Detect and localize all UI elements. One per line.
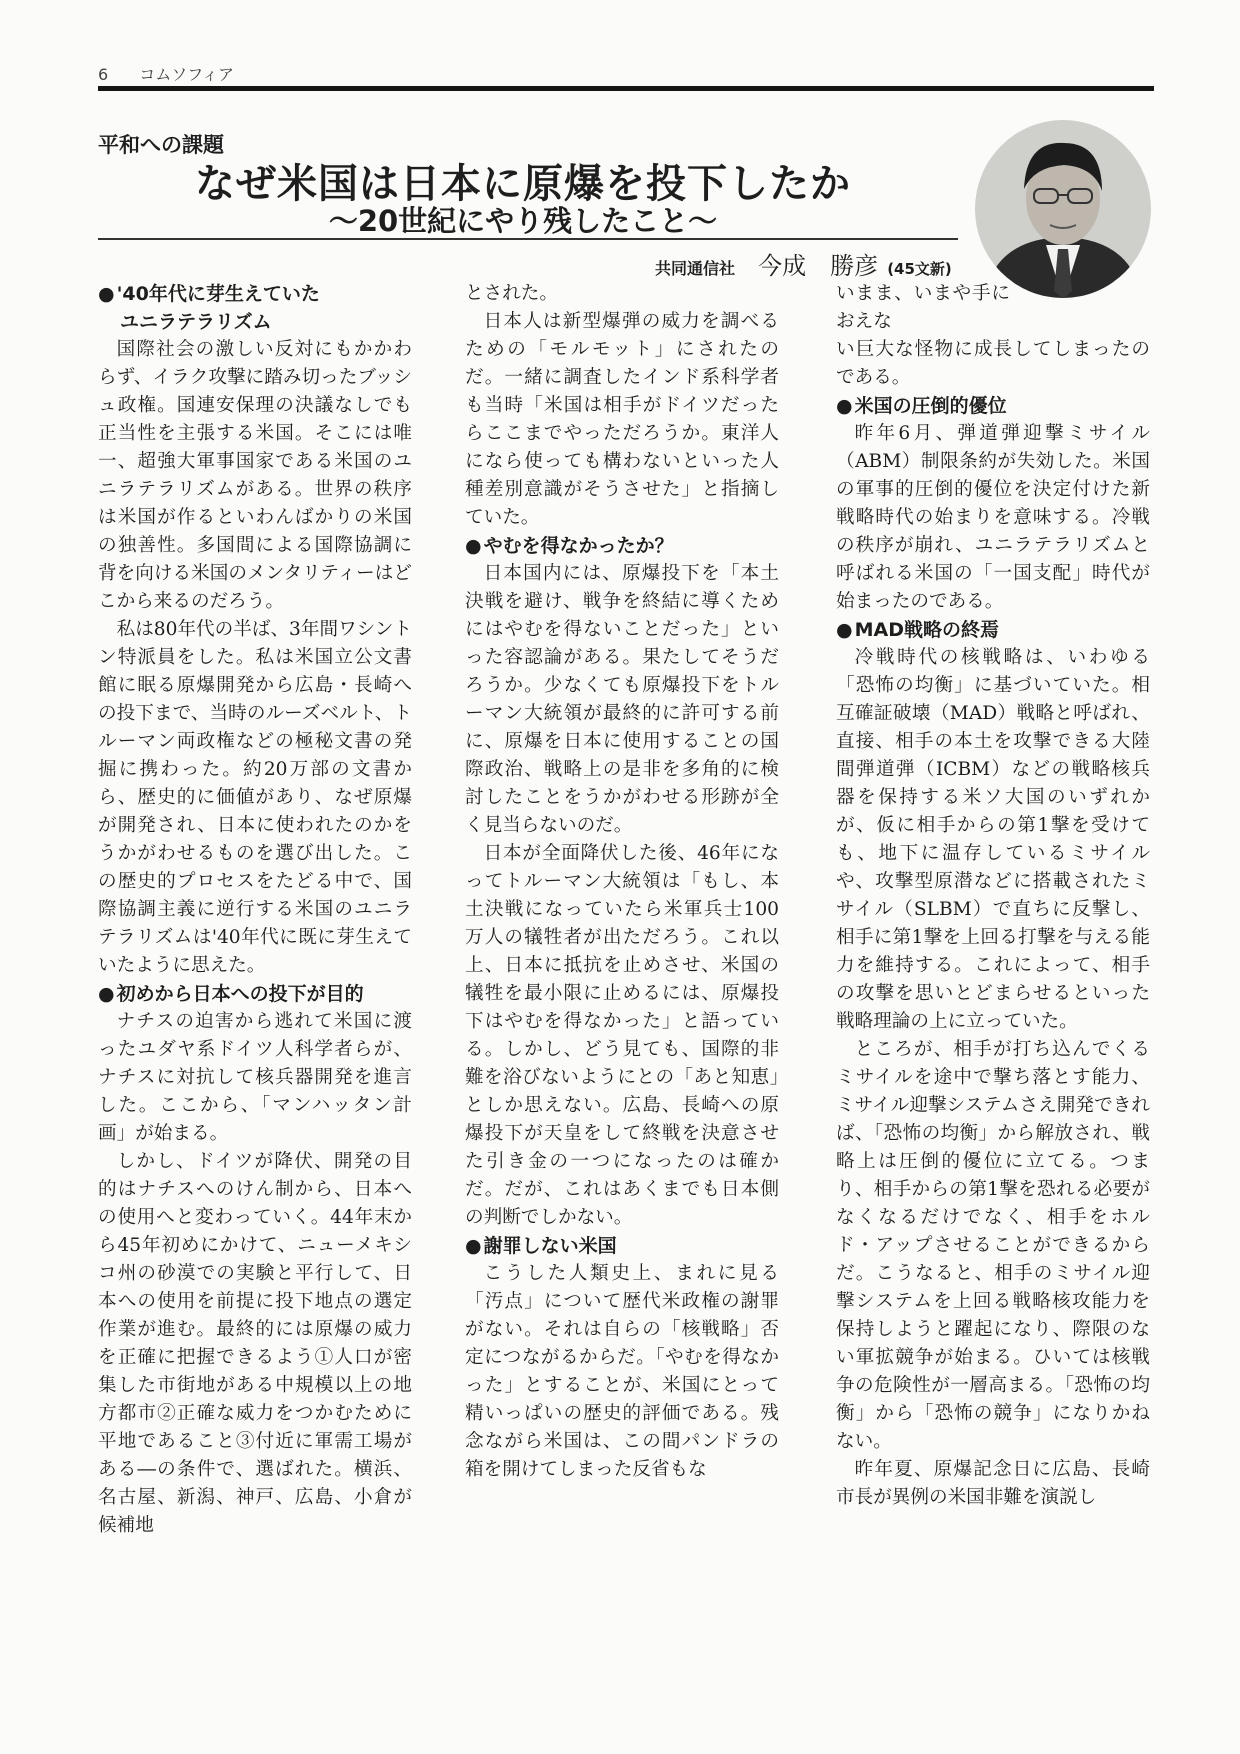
paragraph: ナチスの迫害から逃れて米国に渡ったユダヤ系ドイツ人科学者らが、ナチスに対抗して核兵器開発を進言した。ここから、「マンハッタン計画」が始まる。 — [98, 1011, 412, 1144]
paragraph: 私は80年代の半ば、3年間ワシントン特派員をした。私は米国立公文書館に眠る原爆開発から広島・長崎への投下まで、当時のルーズベルト、トルーマン両政権などの極秘文書の発掘に携わった。約20万部の文書から、歴史的に価値があり、なぜ原爆が開発され、日本に使われたのかをうかがわせるものを選び出した。この歴史的プロセスをたどる中で、国際協調主義に逆行する米国のユニラテラリズムは'40年代に既に芽生えていたように思えた。 — [98, 619, 412, 976]
paragraph: いまま、いまや手におえな — [836, 283, 1010, 332]
byline-author: 今成 勝彦 — [758, 252, 879, 280]
byline-affiliation: (45文新) — [887, 260, 952, 278]
page-header — [98, 62, 1154, 85]
article-subtitle: ～20世紀にやり残したこと～ — [328, 204, 718, 238]
paragraph: 日本人は新型爆弾の威力を調べるための「モルモット」にされたのだ。一緒に調査したインド系科学者も当時「米国は相手がドイツだったらここまでやっただろうか。東洋人になら使っても構わないといった人種差別意識がそうさせた」と指摘していた。 — [465, 311, 779, 528]
article-column-3 — [836, 280, 1150, 1580]
page-number: 6 — [98, 65, 109, 84]
paragraph: こうした人類史上、まれに見る「汚点」について歴代米政権の謝罪がない。それは自らの「核戦略」否定につながるからだ。「やむを得なかった」とすることが、米国にとって精いっぱいの歴史的評価である。残念ながら米国は、この間パンドラの箱を開けてしまった反省もな — [465, 1263, 779, 1480]
section-heading: ● 米国の圧倒的優位 — [836, 395, 1007, 417]
section-heading: ● MAD戦略の終焉 — [836, 619, 999, 641]
paragraph: 国際社会の激しい反対にもかかわらず、イラク攻撃に踏み切ったブッシュ政権。国連安保理の決議なしでも正当性を主張する米国。そこには唯一、超強大軍事国家である米国のユニラテラリズムがある。世界の秩序は米国が作るといわんばかりの米国の独善性。多国間による国際協調に背を向ける米国のメンタリティーはどこから来るのだろう。 — [98, 339, 412, 612]
paragraph: ところが、相手が打ち込んでくるミサイルを途中で撃ち落とす能力、ミサイル迎撃システムさえ開発できれば、「恐怖の均衡」から解放され、戦略上は圧倒的優位に立てる。つまり、相手からの第1撃を恐れる必要がなくなるだけでなく、相手をホルド・アップさせることができるからだ。こうなると、相手のミサイル迎撃システムを上回る戦略核攻能力を保持しようと躍起になり、際限のない軍拡競争が始まる。ひいては核戦争の危険性が一層高まる。「恐怖の均衡」から「恐怖の競争」になりかねない。 — [836, 1039, 1150, 1452]
section-heading: ● 謝罪しない米国 — [465, 1235, 617, 1257]
article-kicker: 平和への課題 — [98, 133, 224, 157]
author-portrait — [974, 119, 1152, 299]
paragraph: しかし、ドイツが降伏、開発の目的はナチスへのけん制から、日本への使用へと変わっていく。44年末から45年初めにかけて、ニューメキシコ州の砂漠での実験と平行して、日本への使用を前提に投下地点の選定作業が進む。最終的には原爆の威力を正確に把握できるよう①人口が密集した市街地がある中規模以上の地方都市②正確な威力をつかむために平地であること③付近に軍需工場がある―の条件で、選ばれた。横浜、名古屋、新潟、神戸、広島、小倉が候補地 — [98, 1151, 412, 1536]
paragraph: い巨大な怪物に成長してしまったのである。 — [836, 339, 1150, 388]
publication-name: コムソフィア — [139, 65, 235, 84]
section-heading: ● 初めから日本への投下が目的 — [98, 983, 364, 1005]
header-rule — [98, 86, 1154, 91]
article-column-1 — [98, 280, 412, 1580]
byline — [655, 246, 952, 281]
section-heading: ● やむを得なかったか？ — [465, 535, 674, 557]
paragraph: とされた。 — [465, 283, 558, 304]
section-heading: ● '40年代に芽生えていた ユニラテラリズム — [98, 283, 320, 333]
paragraph: 昨年夏、原爆記念日に広島、長崎市長が異例の米国非難を演説し — [836, 1459, 1150, 1508]
paragraph: 日本国内には、原爆投下を「本土決戦を避け、戦争を終結に導くためにはやむを得ないことだった」といった容認論がある。果たしてそうだろうか。少なくても原爆投下をトルーマン大統領が最終的に許可する前に、原爆を日本に使用することの国際政治、戦略上の是非を多角的に検討したことをうかがわせる形跡が全く見当らないのだ。 — [465, 563, 779, 836]
paragraph: 昨年6月、弾道弾迎撃ミサイル（ABM）制限条約が失効した。米国の軍事的圧倒的優位を決定付けた新戦略時代の始まりを意味する。冷戦の秩序が崩れ、ユニラテラリズムと呼ばれる米国の「一国支配」時代が始まったのである。 — [836, 423, 1150, 612]
byline-org: 共同通信社 — [655, 259, 736, 278]
paragraph: 冷戦時代の核戦略は、いわゆる「恐怖の均衡」に基づいていた。相互確証破壊（MAD）戦略と呼ばれ、直接、相手の本土を攻撃できる大陸間弾道弾（ICBM）などの戦略核兵器を保持する米ソ大国のいずれかが、仮に相手からの第1撃を受けても、地下に温存しているミサイルや、攻撃型原潜などに搭載されたミサイル（SLBM）で直ちに反撃し、相手に第1撃を上回る打撃を与える能力を維持する。これによって、相手の攻撃を思いとどまらせるといった戦略理論の上に立っていた。 — [836, 647, 1150, 1032]
paragraph: 日本が全面降伏した後、46年になってトルーマン大統領は「もし、本土決戦になっていたら米軍兵士100万人の犠牲者が出ただろう。これ以上、日本に抵抗を止めさせ、米国の犠牲を最小限に止めるには、原爆投下はやむを得なかった」と語っている。しかし、どう見ても、国際的非難を浴びないようにとの「あと知恵」としか思えない。広島、長崎への原爆投下が天皇をして終戦を決意させた引き金の一つになったのは確かだ。だが、これはあくまでも日本側の判断でしかない。 — [465, 843, 779, 1228]
title-rule — [98, 238, 958, 240]
article-title: なぜ米国は日本に原爆を投下したか — [195, 160, 851, 207]
article-column-2 — [465, 280, 779, 1580]
